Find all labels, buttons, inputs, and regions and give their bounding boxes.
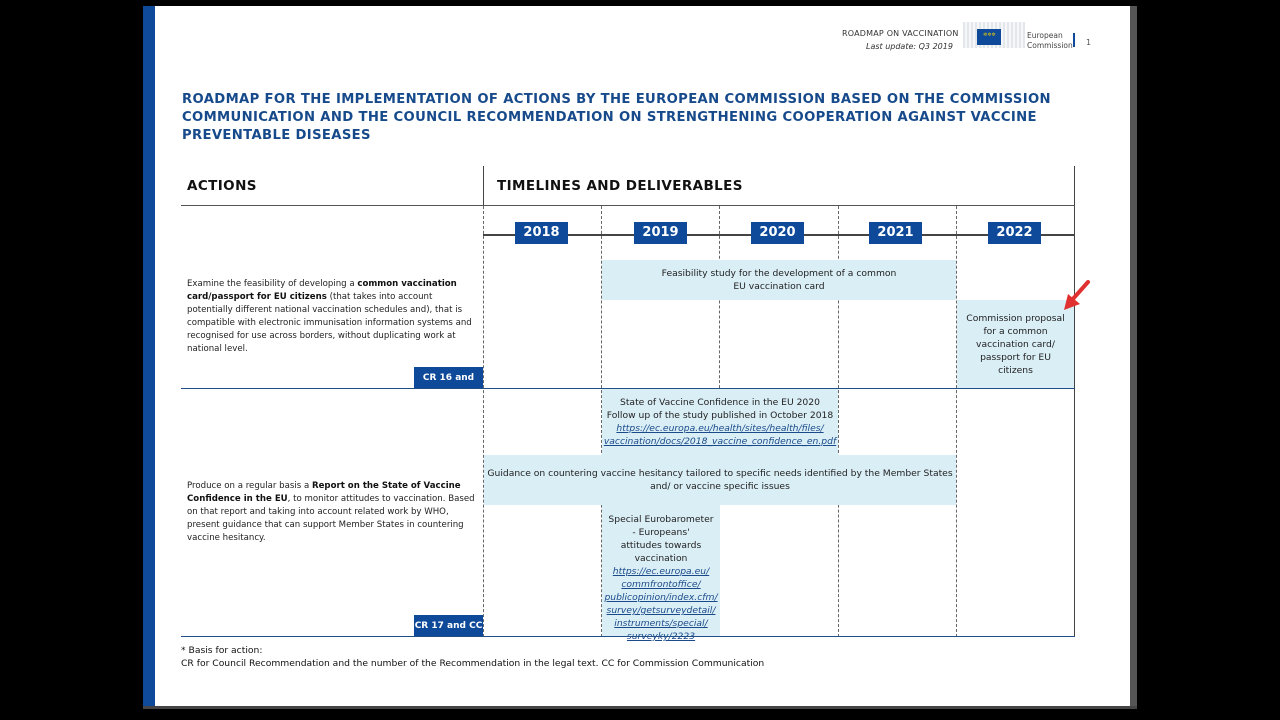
red-annotation-arrow-icon — [1060, 278, 1094, 314]
action-text: Examine the feasibility of developing a — [187, 279, 358, 289]
deliverable-text: Special Eurobarometer — [608, 514, 714, 525]
table-right-border — [1074, 166, 1075, 637]
page-accent-bar — [143, 6, 155, 707]
page-bottom-edge — [143, 706, 1137, 709]
eu-flag-icon: ✲✲✲ — [977, 29, 1001, 45]
page-edge-shadow — [1130, 6, 1137, 707]
last-update: Last update: Q3 2019 — [866, 42, 953, 51]
eurobarometer-link[interactable]: https://ec.europa.eu/ commfrontoffice/ publicopinion/index.cfm/ survey/getsurveydetail/ instruments/special/ — [604, 566, 718, 629]
year-2022: 2022 — [988, 222, 1041, 244]
ec-logo — [963, 20, 1025, 50]
basis-badge: CR 16 and CC* — [414, 367, 483, 389]
header-divider — [483, 166, 484, 206]
deliverable-text: State of Vaccine Confidence in the EU 2020 — [620, 397, 820, 408]
deliverable-text: - Europeans' attitudes towards vaccination — [620, 527, 702, 564]
action-description — [187, 480, 477, 545]
deliverable-feasibility-study — [602, 260, 956, 300]
page-number: 1 — [1086, 38, 1092, 47]
action-description — [187, 278, 477, 356]
year-2021: 2021 — [869, 222, 922, 244]
logo-text — [1027, 31, 1073, 51]
deliverable-text: Feasibility study for the development of a common EU vaccination card — [661, 268, 897, 292]
action-text: , to monitor attitudes to vaccination. Based on that report and taking into account related work by WHO, present guidance that can support Member States in countering vaccine hesitancy. — [187, 494, 475, 543]
deliverable-text: Guidance on countering vaccine hesitancy tailored to specific needs identified by the Member States and/ or vaccine specific issues — [487, 468, 953, 492]
action-emphasis: Report on the State of Vaccine Confidence in the EU — [187, 481, 461, 504]
title-line: COMMUNICATION AND THE COUNCIL RECOMMENDATION ON STRENGTHENING COOPERATION AGAINST VACCINE — [182, 110, 1037, 125]
timelines-header: TIMELINES AND DELIVERABLES — [497, 178, 743, 194]
year-2018: 2018 — [515, 222, 568, 244]
deliverable-commission-proposal — [957, 300, 1074, 388]
document-label: ROADMAP ON VACCINATION — [842, 29, 959, 38]
actions-header: ACTIONS — [187, 178, 257, 194]
footnote — [181, 644, 764, 670]
footnote-title: * Basis for action: — [181, 645, 263, 656]
year-2019: 2019 — [634, 222, 687, 244]
year-gridline — [956, 206, 957, 637]
deliverable-vaccine-confidence-report — [602, 389, 838, 455]
basis-badge: CR 17 and CC — [414, 615, 483, 637]
deliverable-text: Follow up of the study published in October 2018 — [606, 410, 834, 421]
logo-line-2: Commission — [1027, 41, 1073, 50]
table-bottom-rule — [181, 636, 1075, 637]
action-text: (that takes into account potentially different national vaccination schedules and), that is compatible with electronic immunisation information systems and recognised for use across borders, without duplicating work at national level. — [187, 292, 472, 354]
deliverable-hesitancy-guidance — [484, 455, 956, 505]
page-title — [182, 91, 1082, 145]
logo-separator — [1073, 33, 1075, 47]
footnote-text: CR for Council Recommendation and the number of the Recommendation in the legal text. CC for Commission Communication — [181, 658, 765, 669]
report-link[interactable]: https://ec.europa.eu/health/sites/health/files/ vaccination/docs/2018_vaccine_confidence_en.pdf — [603, 423, 837, 447]
action-emphasis: common vaccination card/passport for EU citizens — [187, 279, 457, 302]
logo-line-1: European — [1027, 31, 1063, 40]
deliverable-text: Commission proposal for a common vaccination card/ passport for EU citizens — [966, 312, 1065, 376]
header-rule — [181, 205, 1075, 206]
roadmap-table — [181, 166, 1075, 637]
year-gridline — [483, 206, 484, 637]
title-line: PREVENTABLE DISEASES — [182, 128, 371, 143]
title-line: ROADMAP FOR THE IMPLEMENTATION OF ACTIONS BY THE EUROPEAN COMMISSION BASED ON THE COMMISSION — [182, 92, 1051, 107]
deliverable-eurobarometer — [602, 505, 720, 636]
action-text: Produce on a regular basis a — [187, 481, 312, 491]
year-2020: 2020 — [751, 222, 804, 244]
